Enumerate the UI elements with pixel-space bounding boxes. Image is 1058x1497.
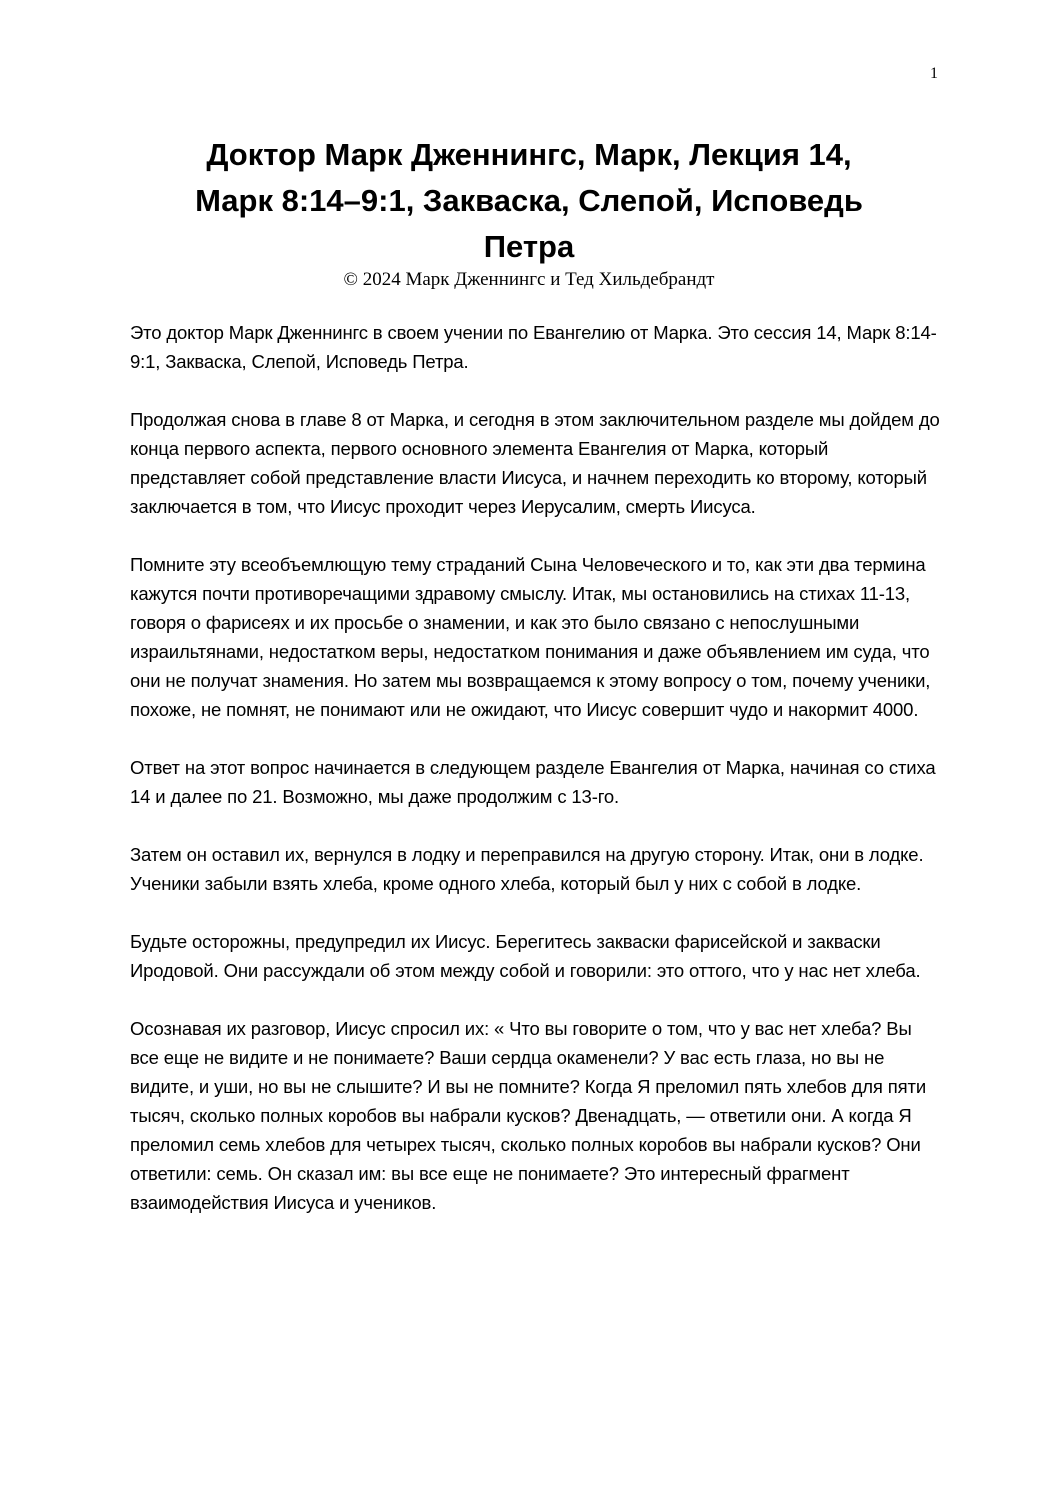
page-title xyxy=(120,132,938,270)
page-number: 1 xyxy=(930,65,938,82)
title-line: Доктор Марк Дженнингс, Марк, Лекция 14, xyxy=(206,137,852,172)
paragraph: Это доктор Марк Дженнингс в своем учении по Евангелию от Марка. Это сессия 14, Марк 8:14-9:1, Закваска, Слепой, Исповедь Петра. xyxy=(130,322,937,372)
paragraph: Продолжая снова в главе 8 от Марка, и сегодня в этом заключительном разделе мы дойдем до конца первого аспекта, первого основного элемента Евангелия от Марка, который представляет собой представление власти Иисуса, и начнем переходить ко второму, который заключается в том, что Иисус проходит через Иерусалим, смерть Иисуса. xyxy=(130,409,940,517)
document-body xyxy=(130,318,940,1246)
title-line: Петра xyxy=(483,229,575,264)
paragraph: Затем он оставил их, вернулся в лодку и переправился на другую сторону. Итак, они в лодке. Ученики забыли взять хлеба, кроме одного хлеба, который был у них с собой в лодке. xyxy=(130,844,924,894)
paragraph: Осознавая их разговор, Иисус спросил их: « Что вы говорите о том, что у вас нет хлеба? Вы все еще не видите и не понимаете? Ваши сердца окаменели? У вас есть глаза, но вы не видите, и уши, но вы не слышите? И вы не помните? Когда Я преломил пять хлебов для пяти тысяч, сколько полных коробов вы набрали кусков? Двенадцать, — ответили они. А когда Я преломил семь хлебов для четырех тысяч, сколько полных коробов вы набрали кусков? Они ответили: семь. Он сказал им: вы все еще не понимаете? Это интересный фрагмент взаимодействия Иисуса и учеников. xyxy=(130,1018,927,1213)
paragraph: Будьте осторожны, предупредил их Иисус. Берегитесь закваски фарисейской и закваски Иродовой. Они рассуждали об этом между собой и говорили: это оттого, что у нас нет хлеба. xyxy=(130,931,921,981)
paragraph: Помните эту всеобъемлющую тему страданий Сына Человеческого и то, как эти два термина кажутся почти противоречащими здравому смыслу. Итак, мы остановились на стихах 11-13, говоря о фарисеях и их просьбе о знамении, и как это было связано с непослушными израильтянами, недостатком веры, недостатком понимания и даже объявлением им суда, что они не получат знамения. Но затем мы возвращаемся к этому вопросу о том, почему ученики, похоже, не помнят, не понимают или не ожидают, что Иисус совершит чудо и накормит 4000. xyxy=(130,554,931,720)
copyright-line: © 2024 Марк Дженнингс и Тед Хильдебрандт xyxy=(343,269,715,290)
paragraph: Ответ на этот вопрос начинается в следующем разделе Евангелия от Марка, начиная со стиха 14 и далее по 21. Возможно, мы даже продолжим с 13-го. xyxy=(130,757,936,807)
title-line: Марк 8:14–9:1, Закваска, Слепой, Исповедь xyxy=(195,183,863,218)
